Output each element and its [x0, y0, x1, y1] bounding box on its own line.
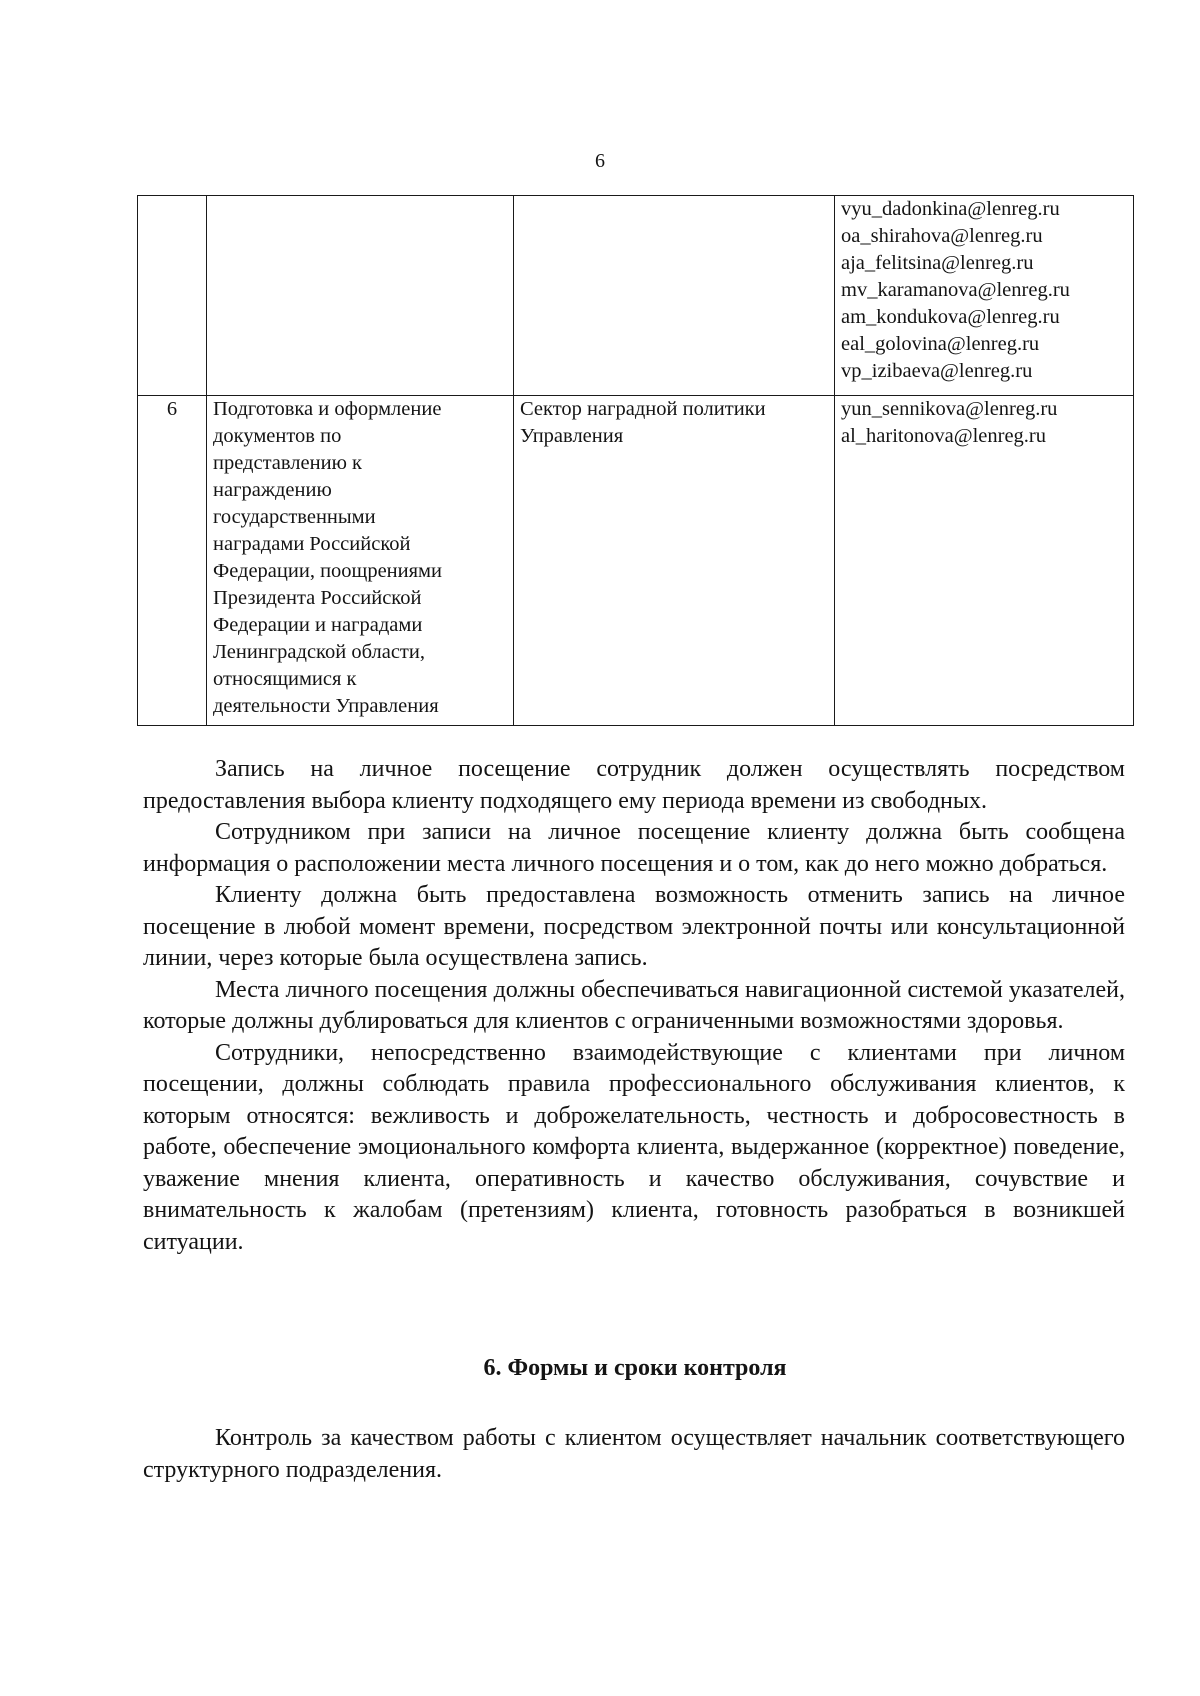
cell-text-line: представлению к: [213, 452, 362, 474]
task-name-cell: [207, 196, 514, 396]
responsibility-table: [137, 195, 1134, 726]
paragraph: Контроль за качеством работы с клиентом осуществляет начальник соответствующего структурного подразделения.: [143, 1425, 1125, 1483]
email-address: al_haritonova@lenreg.ru: [841, 425, 1047, 447]
email-address: vyu_dadonkina@lenreg.ru: [841, 198, 1060, 220]
email-address: eal_golovina@lenreg.ru: [841, 333, 1040, 355]
table-row: [138, 196, 1134, 396]
department-cell: [514, 196, 835, 396]
email-address: mv_karamanova@lenreg.ru: [841, 279, 1070, 301]
cell-text-line: относящимися к: [213, 668, 357, 690]
page-number: 6: [595, 150, 605, 172]
paragraph: Клиенту должна быть предоставлена возможность отменить запись на личное посещение в любой момент времени, посредством электронной почты или консультационной линии, через которые была осуществлена запись.: [143, 882, 1125, 971]
paragraph: Сотрудники, непосредственно взаимодействующие с клиентами при личном посещении, должны соблюдать правила профессионального обслуживания клиентов, к которым относятся: вежливость и доброжелательность, честность и добросовестность в работе, обеспечение эмоционального комфорта клиента, выдержанное (корректное) поведение, уважение мнения клиента, оперативность и качество обслуживания, сочувствие и внимательность к жалобам (претензиям) клиента, готовность разобраться в возникшей ситуации.: [143, 1039, 1125, 1255]
row-number-cell: 6: [138, 396, 207, 726]
cell-text-line: Федерации и наградами: [213, 614, 423, 636]
email-address: yun_sennikova@lenreg.ru: [841, 398, 1058, 420]
row-number-cell: [138, 196, 207, 396]
section-heading: 6. Формы и сроки контроля: [483, 1355, 787, 1381]
email-address: vp_izibaeva@lenreg.ru: [841, 360, 1033, 382]
section-body: [143, 1423, 1125, 1486]
cell-text-line: государственными: [213, 506, 376, 528]
cell-text-line: Федерации, поощрениями: [213, 560, 442, 582]
cell-text-line: Президента Российской: [213, 587, 422, 609]
table-row: [138, 396, 1134, 726]
cell-text-line: наградами Российской: [213, 533, 411, 555]
cell-text-line: награждению: [213, 479, 332, 501]
department-cell: [514, 396, 835, 726]
cell-text-line: Сектор наградной политики: [520, 398, 766, 420]
body-paragraphs: [143, 754, 1125, 1258]
email-address: am_kondukova@lenreg.ru: [841, 306, 1060, 328]
cell-text-line: Подготовка и оформление: [213, 398, 442, 420]
paragraph: Сотрудником при записи на личное посещение клиенту должна быть сообщена информация о расположении места личного посещения и о том, как до него можно добраться.: [143, 819, 1125, 877]
email-address: aja_felitsina@lenreg.ru: [841, 252, 1034, 274]
paragraph: Запись на личное посещение сотрудник должен осуществлять посредством предоставления выбора клиенту подходящего ему периода времени из свободных.: [143, 756, 1125, 814]
cell-text-line: Ленинградской области,: [213, 641, 425, 663]
cell-text-line: документов по: [213, 425, 342, 447]
email-list-cell: [835, 396, 1134, 726]
paragraph: Места личного посещения должны обеспечиваться навигационной системой указателей, которые должны дублироваться для клиентов с ограниченными возможностями здоровья.: [143, 976, 1125, 1034]
email-address: oa_shirahova@lenreg.ru: [841, 225, 1043, 247]
cell-text-line: деятельности Управления: [213, 695, 439, 717]
cell-text-line: Управления: [520, 425, 624, 447]
task-name-cell: [207, 396, 514, 726]
email-list-cell: [835, 196, 1134, 396]
